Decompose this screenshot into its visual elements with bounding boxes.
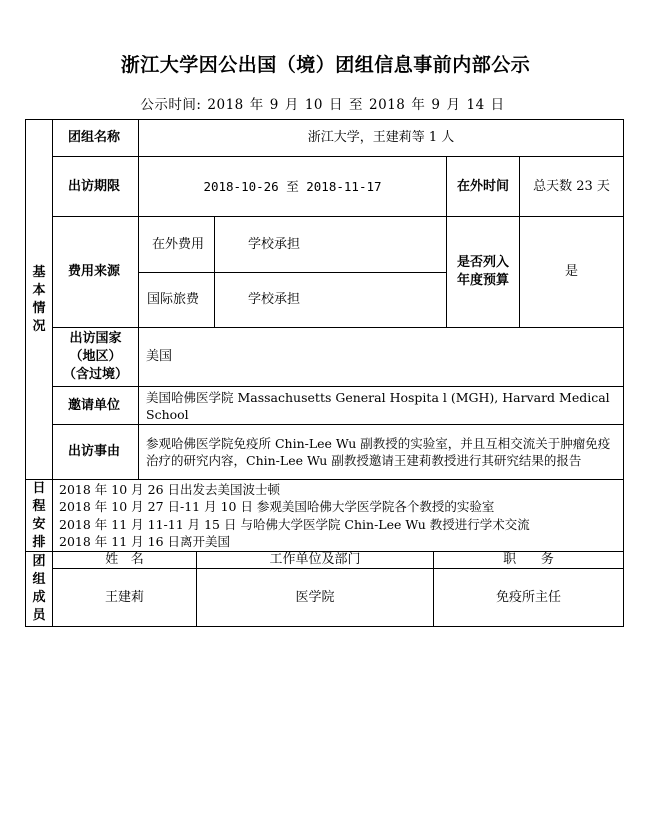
members-header-name: 姓 名 (105, 552, 144, 567)
members-header-unit: 工作单位及部门 (269, 552, 361, 567)
purpose-value: 参观哈佛医学院免疫所 Chin-Lee Wu 副教授的实验室，并且互相交流关于肿瘤免疫治疗的研究内容，Chin-Lee Wu 副教授邀请王建莉教授进行其研究结果的报告 (146, 436, 611, 468)
abroad-cost-value: 学校承担 (248, 236, 301, 252)
purpose-label: 出访事由 (68, 444, 121, 459)
duration-label: 出访期限 (68, 178, 121, 194)
abroad-time-label: 在外时间 (456, 178, 509, 194)
schedule-section-label: 日 程 安 排 (32, 480, 46, 550)
list-item: 2018 年 11 月 16 日离开美国 (59, 534, 230, 549)
travel-cost-label: 国际旅费 (147, 292, 200, 307)
basic-section-label: 基 本 情 况 (32, 264, 46, 334)
member-name: 王建莉 (104, 589, 144, 605)
abroad-time-value: 总天数 23 天 (533, 178, 610, 194)
members-section-label: 团 组 成 员 (32, 554, 46, 623)
duration-value: 2018-10-26 至 2018-11-17 (203, 178, 382, 194)
member-unit: 医学院 (295, 589, 335, 605)
fund-source-label: 费用来源 (68, 264, 121, 279)
members-header-position: 职 务 (503, 552, 554, 567)
member-position: 免疫所主任 (495, 589, 561, 605)
list-item: 2018 年 10 月 26 日出发去美国波士顿 (59, 481, 280, 497)
abroad-cost-label: 在外费用 (152, 236, 205, 252)
country-label: 出访国家 （地区） （含过境） (62, 331, 128, 382)
budget-label: 是否列入年度预算 (456, 255, 509, 288)
budget-value: 是 (564, 264, 578, 279)
country-value: 美国 (146, 349, 173, 364)
announcement-period: 公示时间: 2018 年 9 月 10 日 至 2018 年 9 月 14 日 (140, 97, 505, 113)
list-item: 2018 年 10 月 27 日-11 月 10 日 参观美国哈佛大学医学院各个教授的实验室 (59, 499, 495, 514)
inviter-value: 美国哈佛医学院 Massachusetts General Hospita l (MGH), Harvard Medical School (146, 389, 610, 422)
list-item: 2018 年 11 月 11-11 月 15 日 与哈佛大学医学院 Chin-Lee Wu 教授进行学术交流 (59, 516, 530, 532)
schedule-list (59, 480, 621, 551)
page-title: 浙江大学因公出国（境）团组信息事前内部公示 (120, 54, 531, 76)
group-name-label: 团组名称 (68, 130, 121, 145)
inviter-label: 邀请单位 (68, 397, 121, 413)
travel-cost-value: 学校承担 (248, 292, 301, 307)
group-name-value: 浙江大学，王建莉等 1 人 (307, 130, 455, 145)
